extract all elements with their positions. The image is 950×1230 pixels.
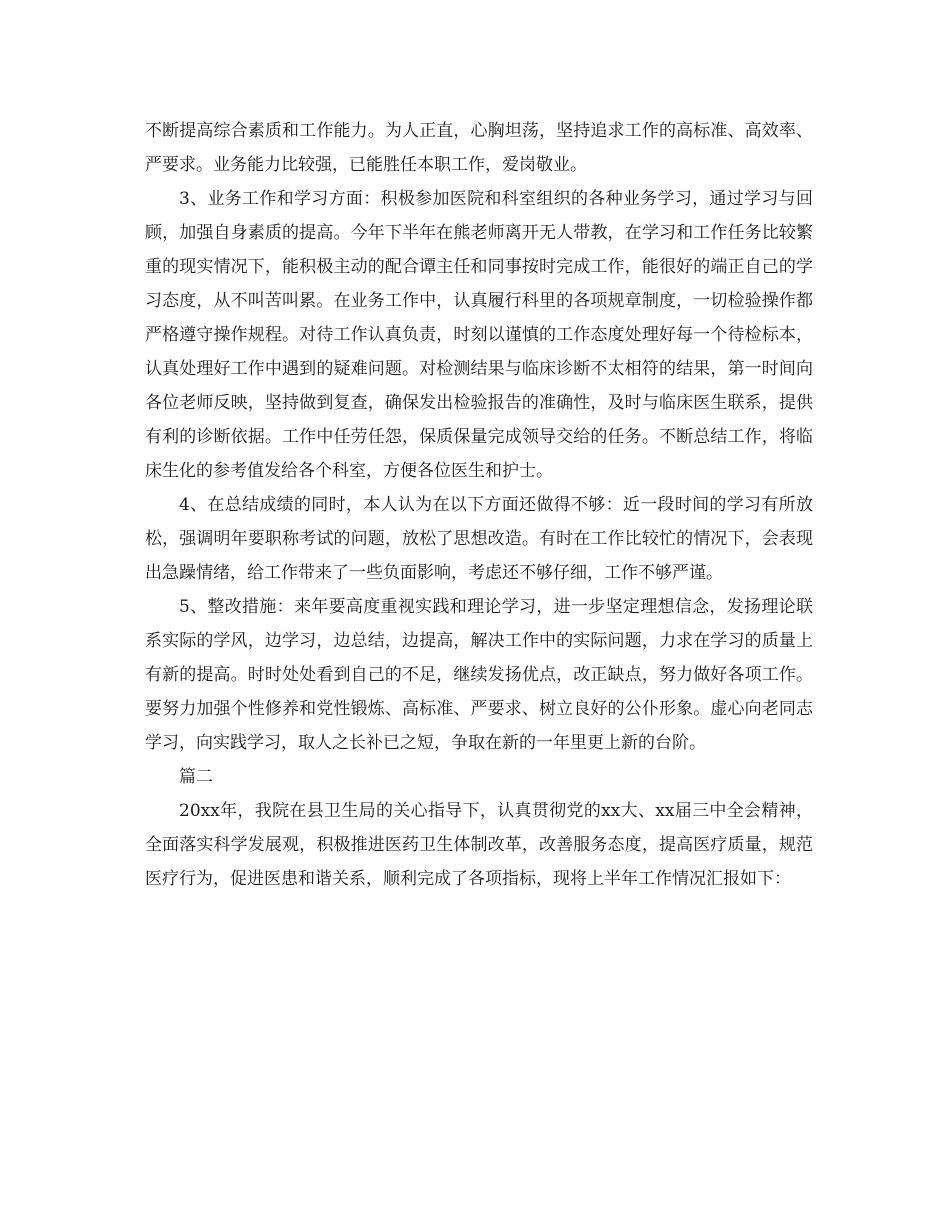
- paragraph-continuation: 不断提高综合素质和工作能力。为人正直，心胸坦荡，坚持追求工作的高标准、高效率、严要求。业务能力比较强，已能胜任本职工作，爱岗敬业。: [145, 121, 813, 175]
- paragraph-part-two-intro: 20xx年，我院在县卫生局的关心指导下，认真贯彻党的xx大、xx届三中全会精神，全面落实科学发展观，积极推进医药卫生体制改革，改善服务态度，提高医疗质量，规范医疗行为，促进医患和谐关系，顺利完成了各项指标，现将上半年工作情况汇报如下：: [145, 801, 813, 889]
- section-heading-part-two: 篇二: [179, 767, 213, 787]
- document-body: [145, 114, 813, 896]
- paragraph-item-4: 4、在总结成绩的同时，本人认为在以下方面还做得不够：近一段时间的学习有所放松，强调明年要职称考试的问题，放松了思想改造。有时在工作比较忙的情况下，会表现出急躁情绪，给工作带来了一些负面影响，考虑还不够仔细，工作不够严谨。: [145, 495, 813, 583]
- paragraph-item-5: 5、整改措施：来年要高度重视实践和理论学习，进一步坚定理想信念，发扬理论联系实际的学风，边学习，边总结，边提高，解决工作中的实际问题，力求在学习的质量上有新的提高。时时处处看到自己的不足，继续发扬优点，改正缺点，努力做好各项工作。要努力加强个性修养和党性锻炼、高标准、严要求、树立良好的公仆形象。虚心向老同志学习，向实践学习，取人之长补已之短，争取在新的一年里更上新的台阶。: [145, 597, 813, 753]
- paragraph-item-3: 3、业务工作和学习方面：积极参加医院和科室组织的各种业务学习，通过学习与回顾，加强自身素质的提高。今年下半年在熊老师离开无人带教，在学习和工作任务比较繁重的现实情况下，能积极主动的配合谭主任和同事按时完成工作，能很好的端正自己的学习态度，从不叫苦叫累。在业务工作中，认真履行科里的各项规章制度，一切检验操作都严格遵守操作规程。对待工作认真负责，时刻以谨慎的工作态度处理好每一个待检标本，认真处理好工作中遇到的疑难问题。对检测结果与临床诊断不太相符的结果，第一时间向各位老师反映，坚持做到复查，确保发出检验报告的准确性，及时与临床医生联系，提供有利的诊断依据。工作中任劳任怨，保质保量完成领导交给的任务。不断总结工作，将临床生化的参考值发给各个科室，方便各位医生和护士。: [145, 189, 813, 481]
